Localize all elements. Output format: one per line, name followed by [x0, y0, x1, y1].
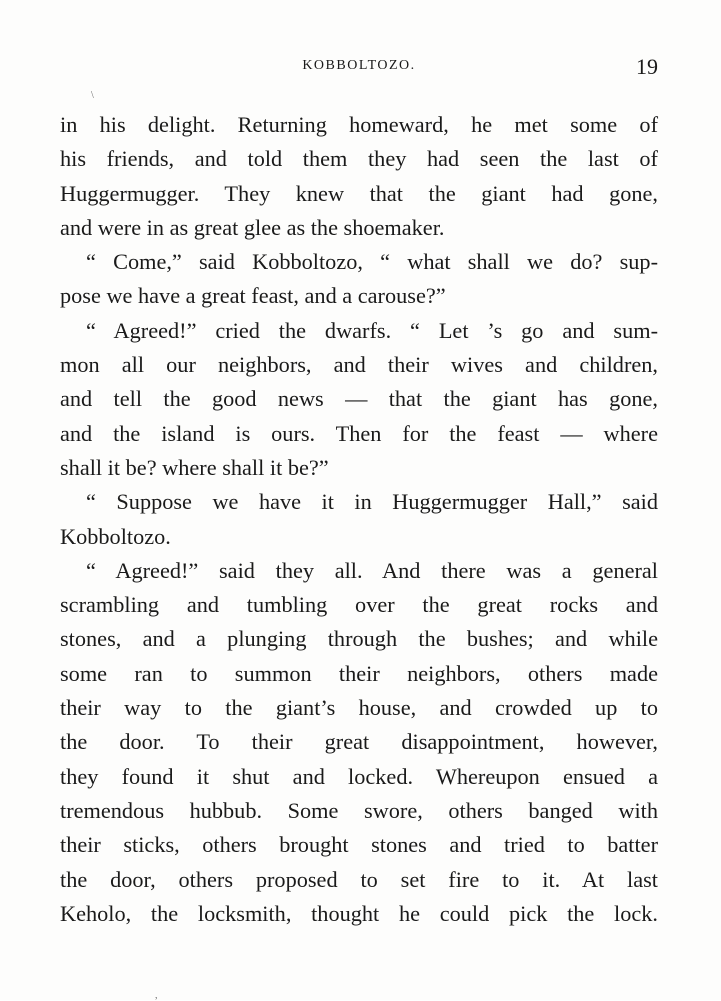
text-line: the door, others proposed to set fire to it. At last [60, 866, 658, 892]
body-text [60, 108, 658, 931]
text-line: they found it shut and locked. Whereupon ensued a [60, 763, 658, 789]
text-line: and were in as great glee as the shoemaker. [60, 214, 445, 240]
text-line: in his delight. Returning homeward, he met some of [60, 112, 658, 137]
text-line: Huggermugger. They knew that the giant had gone, [60, 180, 658, 206]
text-line: “ Agreed!” said they all. And there was a general [86, 557, 658, 583]
text-line: the door. To their great disappointment, however, [60, 729, 658, 755]
text-line: pose we have a great feast, and a carouse?” [60, 283, 446, 309]
running-head [60, 54, 658, 84]
text-line: their way to the giant’s house, and crowded up to [60, 695, 658, 721]
text-line: tremendous hubbub. Some swore, others banged with [60, 797, 658, 823]
text-line: “ Come,” said Kobboltozo, “ what shall we do? sup- [86, 249, 658, 275]
running-title: KOBBOLTOZO. [302, 58, 416, 73]
text-line: and tell the good news — that the giant has gone, [60, 386, 658, 412]
print-speck: , [155, 990, 158, 1001]
page-number: 19 [636, 54, 658, 79]
text-line: some ran to summon their neighbors, others made [60, 660, 658, 686]
text-line: Keholo, the locksmith, thought he could pick the lock. [60, 900, 658, 926]
text-line: their sticks, others brought stones and tried to batter [60, 832, 658, 858]
text-line: Kobboltozo. [60, 523, 171, 549]
print-speck: \ [91, 90, 94, 101]
text-line: mon all our neighbors, and their wives and children, [60, 352, 658, 378]
text-line: “ Suppose we have it in Huggermugger Hall,” said [86, 489, 658, 515]
text-line: stones, and a plunging through the bushes; and while [60, 626, 658, 652]
text-line: and the island is ours. Then for the feast — where [60, 420, 658, 446]
text-line: shall it be? where shall it be?” [60, 454, 329, 480]
text-line: scrambling and tumbling over the great rocks and [60, 592, 658, 618]
text-line: his friends, and told them they had seen the last of [60, 146, 658, 172]
text-line: “ Agreed!” cried the dwarfs. “ Let ’s go and sum- [86, 317, 658, 343]
